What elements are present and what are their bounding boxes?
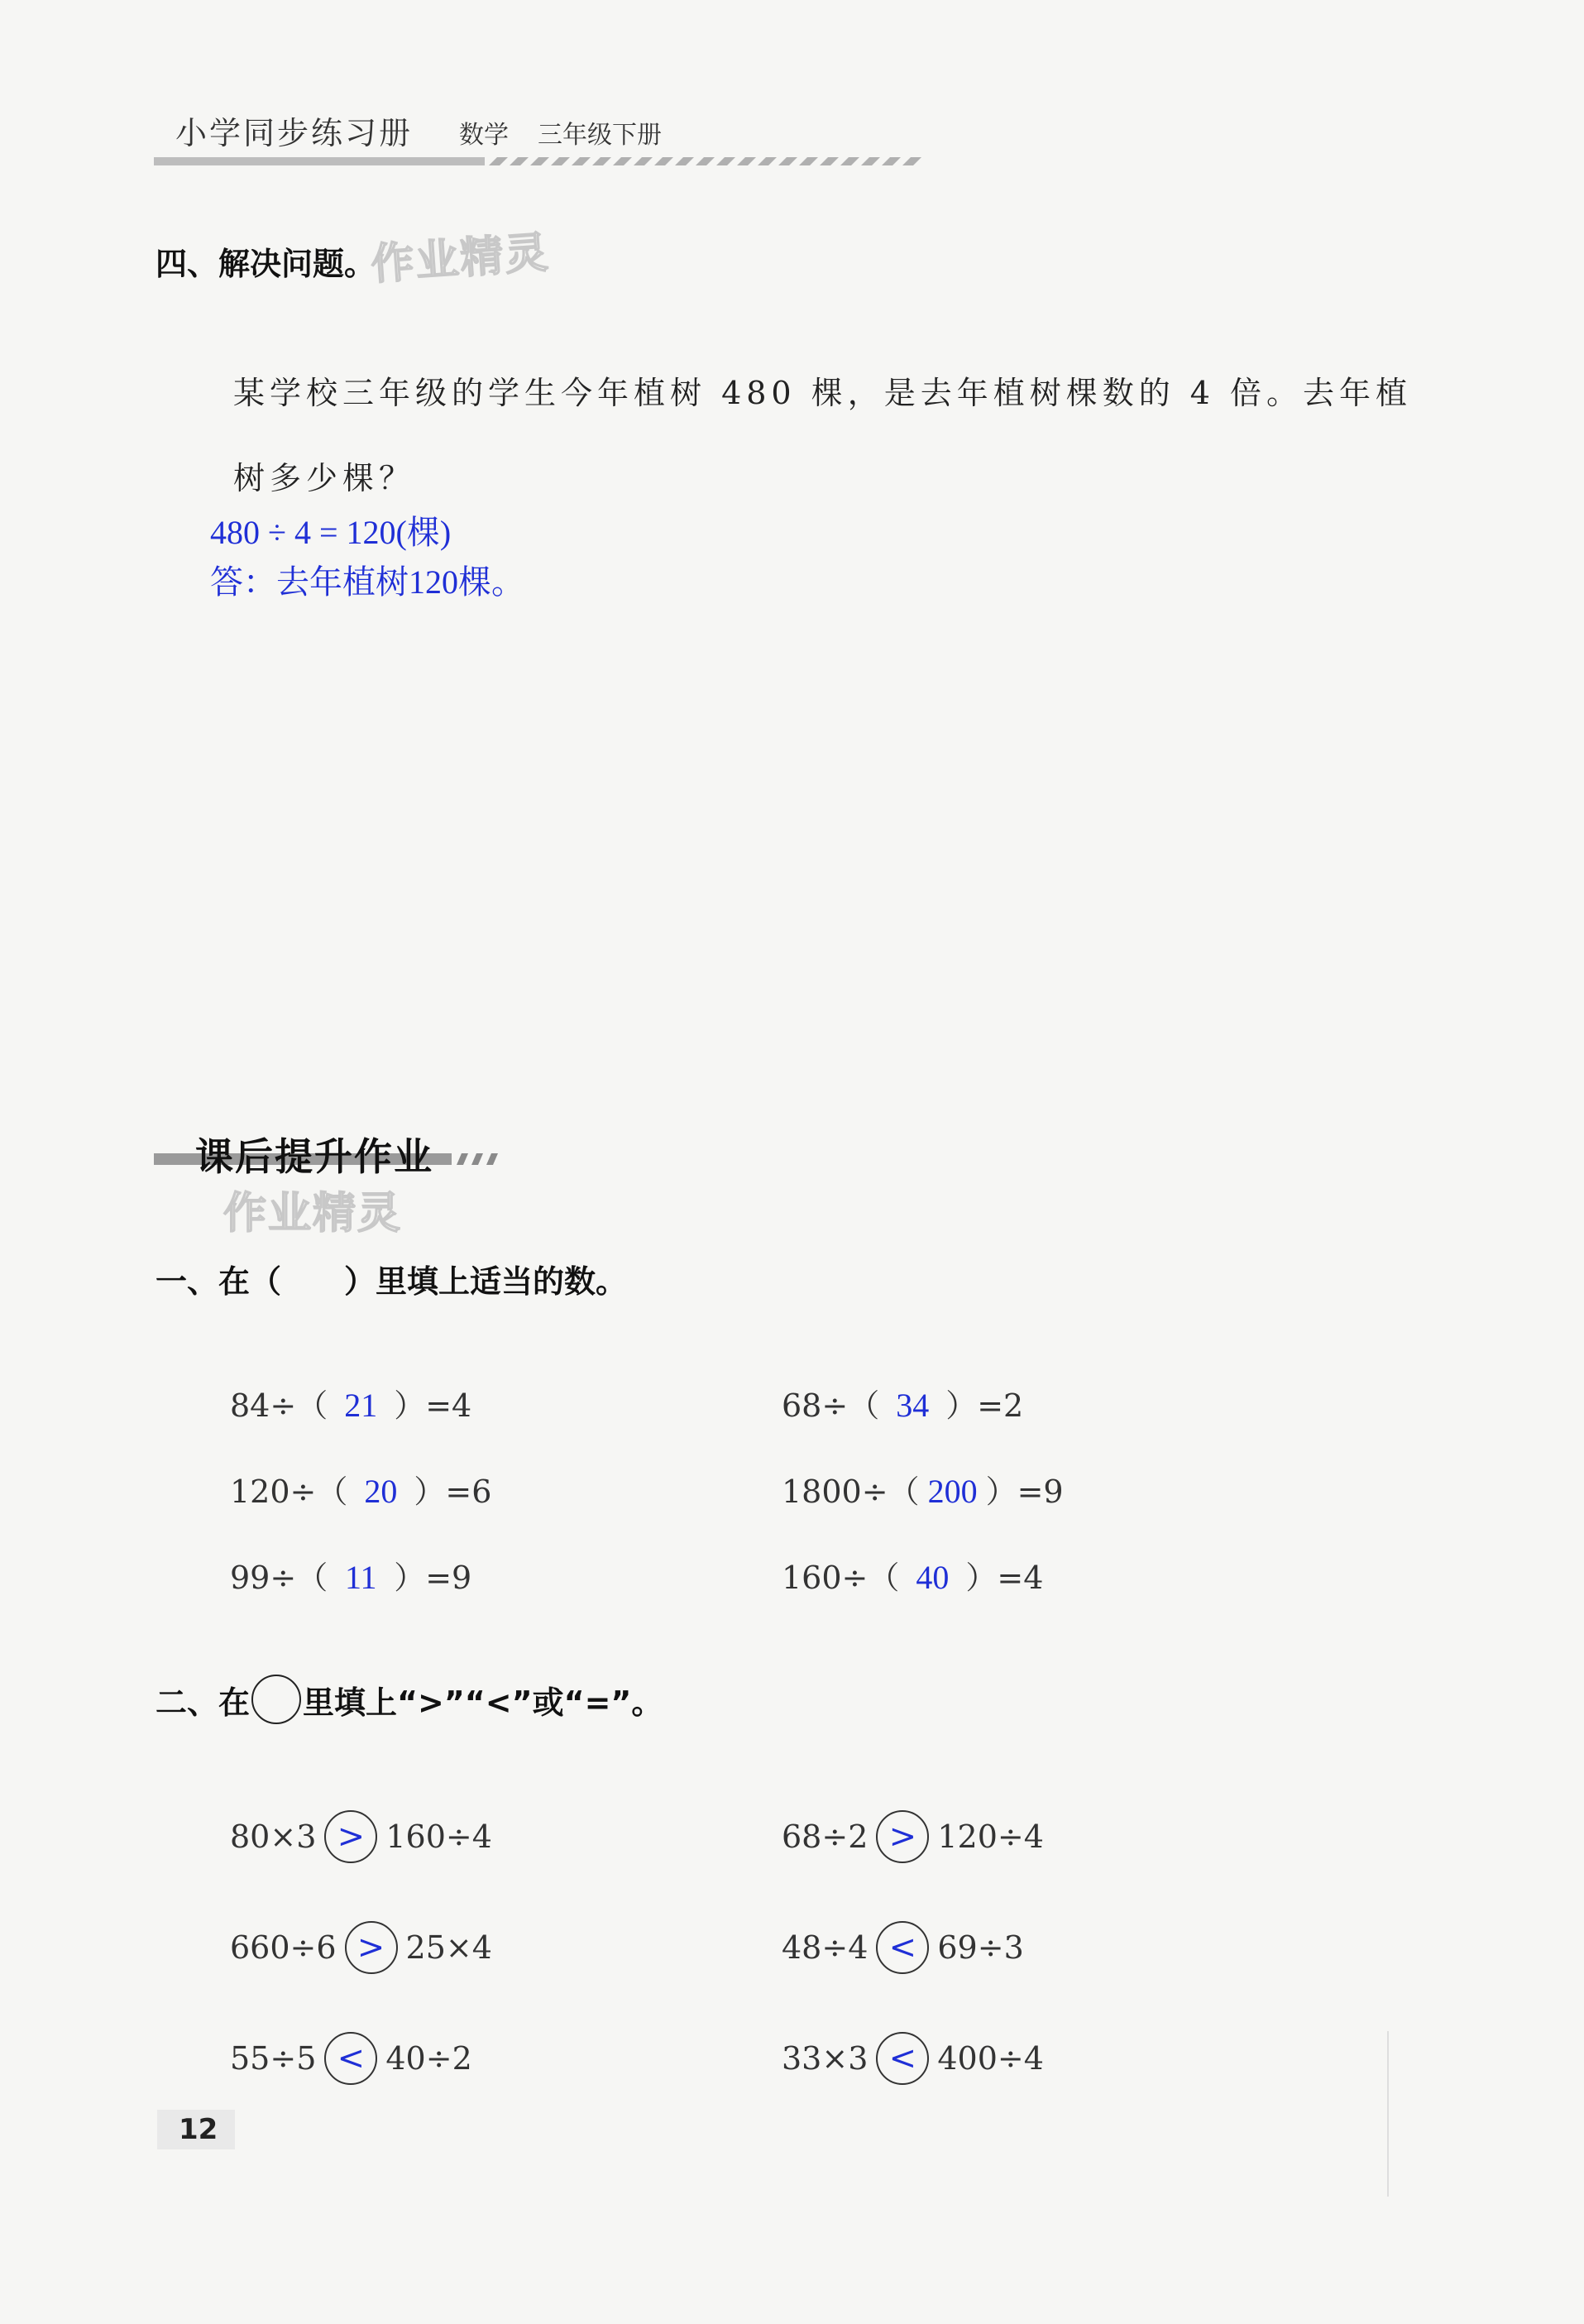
fill-item-2: 68÷（ 34 ）=2	[782, 1387, 1024, 1424]
answer-equation: 480 ÷ 4 = 120(棵)	[210, 514, 452, 551]
compare-sign[interactable]: >	[324, 1810, 377, 1863]
compare-sign[interactable]: <	[324, 2032, 377, 2085]
compare-sign[interactable]: >	[876, 1810, 929, 1863]
grade-label: 三年级下册	[538, 121, 662, 150]
fill-item-6: 160÷（ 40 ）=4	[782, 1559, 1044, 1596]
homework-banner-label: 课后提升作业	[195, 1134, 433, 1179]
page-number: 12	[157, 2110, 235, 2149]
fill-item-3: 120÷（ 20 ）=6	[230, 1473, 492, 1510]
book-title: 小学同步练习册	[175, 115, 414, 151]
compare-item-2: 68÷2 > 120÷4	[782, 1810, 1044, 1863]
fill-answer[interactable]: 21	[344, 1387, 378, 1424]
section-4-title: 四、解决问题。	[156, 246, 376, 282]
watermark-text-2: 作业精灵	[223, 1189, 403, 1239]
watermark-text: 作业精灵	[369, 228, 552, 290]
header-decor-bar	[154, 156, 923, 167]
compare-item-4: 48÷4 < 69÷3	[782, 1921, 1024, 1974]
subject-label: 数学	[459, 121, 509, 150]
part-2-title: 二、在 里填上“>”“<”或“=”。	[156, 1675, 663, 1724]
fill-answer[interactable]: 40	[916, 1559, 950, 1596]
compare-item-6: 33×3 < 400÷4	[782, 2032, 1044, 2085]
problem-text-line2: 树多少棵？	[233, 460, 416, 496]
part-1-title: 一、在（ ）里填上适当的数。	[156, 1263, 628, 1300]
compare-sign[interactable]: <	[876, 1921, 929, 1974]
answer-statement: 答：去年植树120棵。	[210, 563, 524, 601]
fill-item-1: 84÷（ 21 ）=4	[230, 1387, 472, 1424]
fill-item-4: 1800÷（ 200 ）=9	[782, 1473, 1064, 1510]
empty-circle-icon	[251, 1675, 301, 1724]
compare-item-3: 660÷6 > 25×4	[230, 1921, 492, 1974]
fill-item-5: 99÷（ 11 ）=9	[230, 1559, 472, 1596]
compare-sign[interactable]: >	[345, 1921, 398, 1974]
page-edge-line	[1387, 2031, 1389, 2197]
fill-answer[interactable]: 200	[927, 1473, 978, 1510]
problem-text-line1: 某学校三年级的学生今年植树 480 棵，是去年植树棵数的 4 倍。去年植	[233, 375, 1413, 411]
fill-answer[interactable]: 11	[344, 1559, 377, 1596]
fill-answer[interactable]: 20	[364, 1473, 398, 1510]
fill-answer[interactable]: 34	[896, 1387, 930, 1424]
compare-item-1: 80×3 > 160÷4	[230, 1810, 492, 1863]
compare-sign[interactable]: <	[876, 2032, 929, 2085]
compare-item-5: 55÷5 < 40÷2	[230, 2032, 472, 2085]
